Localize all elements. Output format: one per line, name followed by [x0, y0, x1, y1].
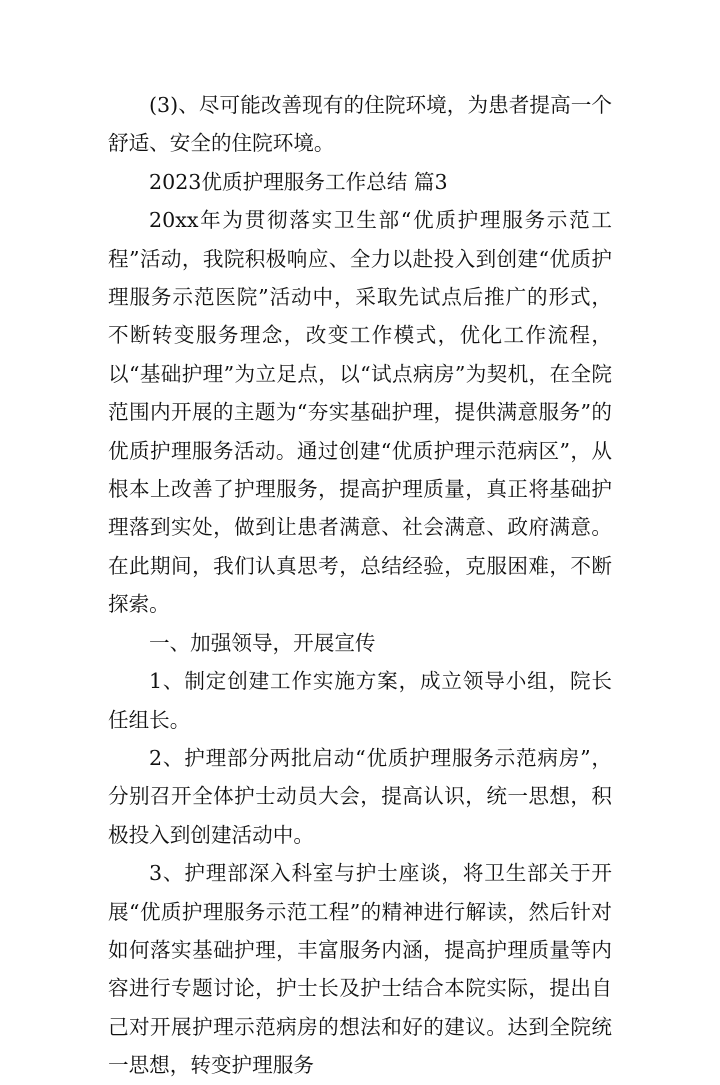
section-title: 2023优质护理服务工作总结 篇3: [149, 169, 448, 194]
list-item-1: 1、制定创建工作实施方案，成立领导小组，院长任组长。: [108, 669, 612, 732]
document-body: [108, 86, 612, 1085]
paragraph-environment-improvement: (3)、尽可能改善现有的住院环境，为患者提高一个舒适、安全的住院环境。: [108, 93, 612, 156]
list-item-3: 3、护理部深入科室与护士座谈，将卫生部关于开展“优质护理服务示范工程”的精神进行解读，然后针对如何落实基础护理，丰富服务内涵，提高护理质量等内容进行专题讨论，护士长及护士结合本院实际，提出自己对开展护理示范病房的想法和好的建议。达到全院统一思想，转变护理服务: [108, 861, 612, 1078]
heading-leadership-publicity: 一、加强领导，开展宣传: [149, 630, 376, 655]
paragraph-introduction: 20xx年为贯彻落实卫生部“优质护理服务示范工程”活动，我院积极响应、全力以赴投入到创建“优质护理服务示范医院”活动中，采取先试点后推广的形式，不断转变服务理念，改变工作模式，优化工作流程，以“基础护理”为立足点，以“试点病房”为契机，在全院范围内开展的主题为“夯实基础护理，提供满意服务”的优质护理服务活动。通过创建“优质护理示范病区”，从根本上改善了护理服务，提高护理质量，真正将基础护理落到实处，做到让患者满意、社会满意、政府满意。在此期间，我们认真思考，总结经验，克服困难，不断探索。: [108, 208, 612, 617]
list-item-2: 2、护理部分两批启动“优质护理服务示范病房”，分别召开全体护士动员大会，提高认识，统一思想，积极投入到创建活动中。: [108, 745, 612, 847]
